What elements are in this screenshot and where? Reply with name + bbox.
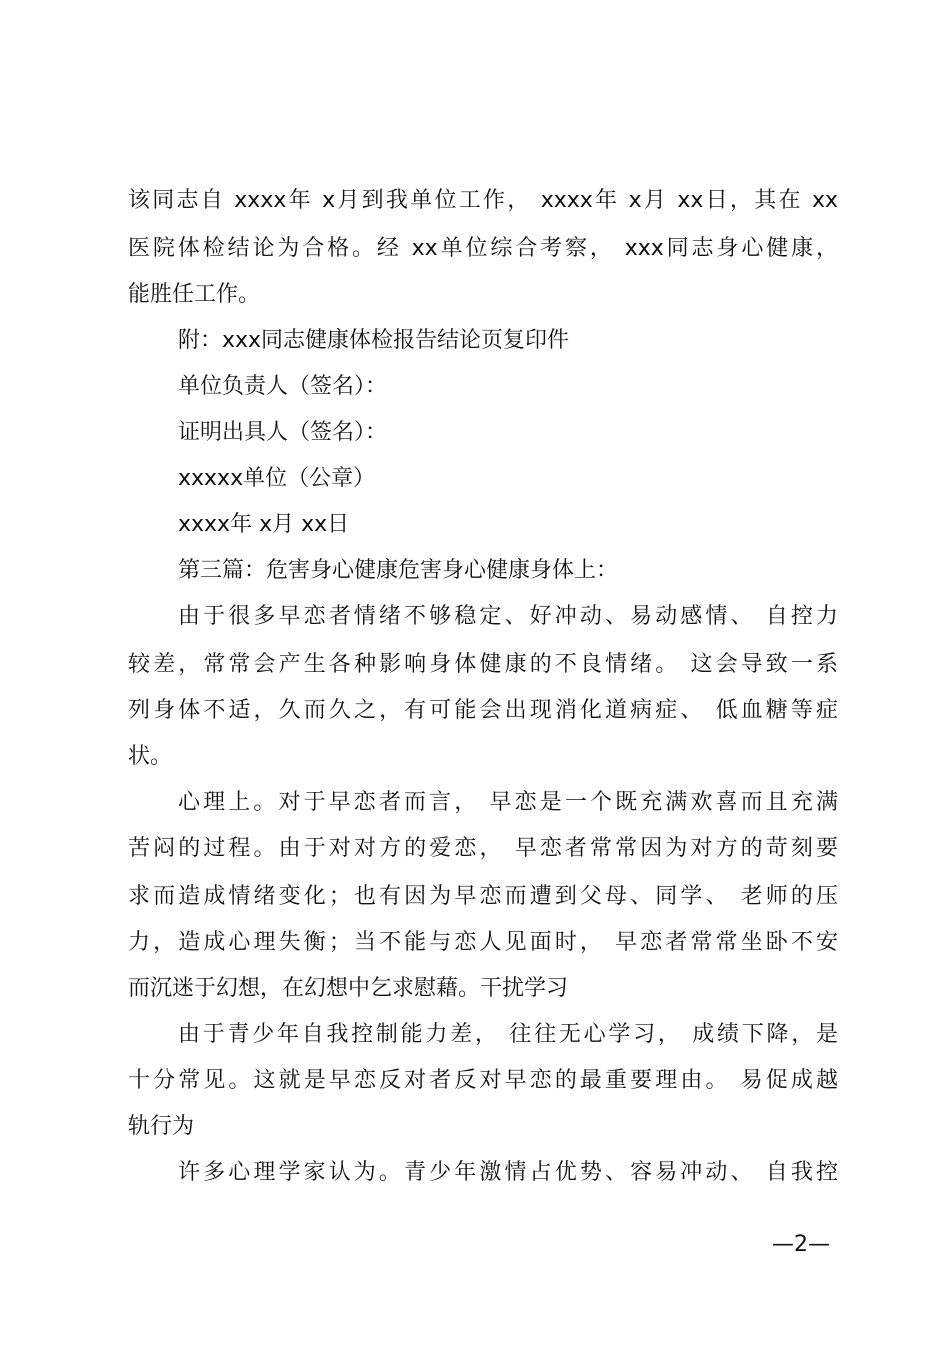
text-line: 该同志自 xxxx年 x月到我单位工作， xxxx年 x月 xx日，其在 xx bbox=[128, 188, 838, 213]
issuer-signature-line: 证明出具人（签名）： bbox=[178, 420, 388, 445]
section-heading: 第三篇：危害身心健康危害身心健康身体上： bbox=[178, 558, 619, 583]
text-line: 力，造成心理失衡；当不能与恋人见面时， 早恋者常常坐卧不安 bbox=[128, 930, 838, 955]
text-line: 能胜任工作。 bbox=[128, 282, 261, 307]
text-line: 由于很多早恋者情绪不够稳定、好冲动、易动感情、 自控力 bbox=[178, 604, 838, 629]
text-line: 求而造成情绪变化；也有因为早恋而遭到父母、同学、 老师的压 bbox=[128, 884, 838, 909]
date-line: xxxx年 x月 xx日 bbox=[178, 512, 350, 537]
text-line: 苦闷的过程。由于对对方的爱恋， 早恋者常常因为对方的苛刻要 bbox=[128, 836, 838, 861]
unit-head-signature-line: 单位负责人（签名）： bbox=[178, 374, 388, 399]
page-number: —2— bbox=[772, 1232, 830, 1257]
text-line: 由于青少年自我控制能力差， 往往无心学习， 成绩下降，是 bbox=[178, 1022, 838, 1047]
text-line: 较差，常常会产生各种影响身体健康的不良情绪。 这会导致一系 bbox=[128, 652, 838, 677]
text-line: 而沉迷于幻想，在幻想中乞求慰藉。干扰学习 bbox=[128, 976, 569, 1001]
unit-seal-line: xxxxx单位（公章） bbox=[178, 466, 376, 491]
text-line: 状。 bbox=[128, 744, 173, 769]
text-line: 医院体检结论为合格。经 xx单位综合考察， xxx同志身心健康， bbox=[128, 236, 838, 261]
text-line: 心理上。对于早恋者而言， 早恋是一个既充满欢喜而且充满 bbox=[178, 790, 838, 815]
text-line: 轨行为 bbox=[128, 1114, 195, 1139]
attachment-note: 附：xxx同志健康体检报告结论页复印件 bbox=[178, 328, 570, 353]
text-line: 十分常见。这就是早恋反对者反对早恋的最重要理由。 易促成越 bbox=[128, 1068, 838, 1093]
text-line: 许多心理学家认为。青少年激情占优势、容易冲动、 自我控 bbox=[178, 1160, 838, 1185]
text-line: 列身体不适，久而久之，有可能会出现消化道病症、 低血糖等症 bbox=[128, 698, 838, 723]
